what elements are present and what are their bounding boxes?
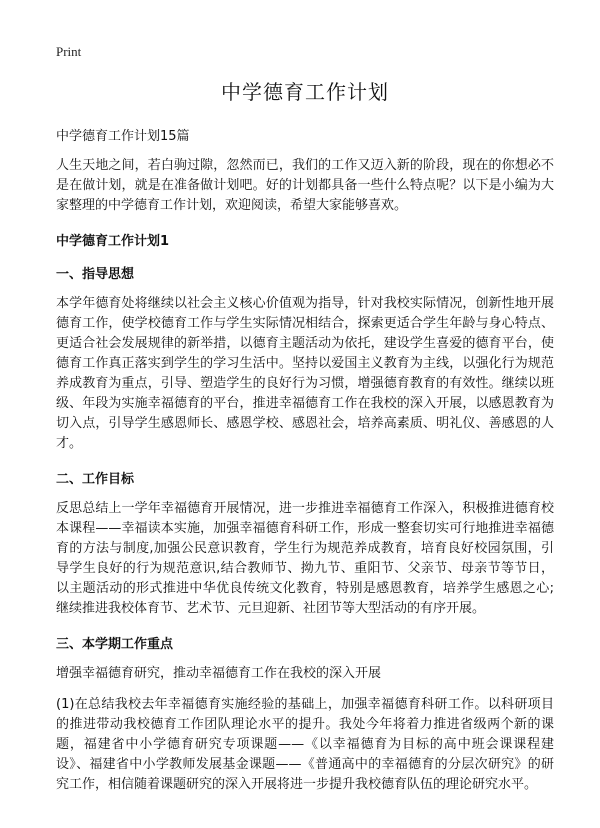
paragraph-key-work-summary: 增强幸福德育研究，推动幸福德育工作在我校的深入开展 (56, 666, 382, 681)
paragraph-guiding-ideology: 本学年德育处将继续以社会主义核心价值观为指导，针对我校实际情况，创新性地开展德育工作，使学校德育工作与学生实际情况相结合，探索更适合学生年龄与身心特点、更适合社会发展规律的新举措，以德育主题活动为依托，建设学生喜爱的德育平台，使德育工作真正落实到学生的学习生活中。坚持以爱国主义教育为主线，以强化行为规范养成教育为重点，引导、塑造学生的良好行为习惯，增强德育教育的有效性。继续以班级、年段为实施幸福德育的平台，推进幸福德育工作在我校的深入开展，以感恩教育为切入点，引导学生感恩师长、感恩学校、感恩社会，培养高素质、明礼仪、善感恩的人才。 (56, 296, 554, 451)
page-title: 中学德育工作计划 (221, 80, 389, 104)
document-subtitle: 中学德育工作计划15篇 (56, 129, 190, 144)
heading-guiding-ideology: 一、指导思想 (56, 267, 135, 282)
section-title: 中学德育工作计划1 (56, 234, 170, 249)
intro-paragraph: 人生天地之间，若白驹过隙，忽然而已，我们的工作又迈入新的阶段，现在的你想必不是在做计划，就是在准备做计划吧。好的计划都具备一些什么特点呢？以下是小编为大家整理的中学德育工作计划，欢迎阅读，希望大家能够喜欢。 (56, 158, 554, 213)
print-link[interactable]: Print (56, 44, 82, 59)
heading-work-goals: 二、工作目标 (56, 472, 135, 487)
paragraph-work-goals: 反思总结上一学年幸福德育开展情况，进一步推进幸福德育工作深入，积极推进德育校本课程——幸福读本实施，加强幸福德育科研工作，形成一整套切实可行地推进幸福德育的方法与制度,加强公民意识教育，学生行为规范养成教育，培育良好校园氛围，引导学生良好的行为规范意识,结合教师节、拗九节、重阳节、父亲节、母亲节等节日，以主题活动的形式推进中华优良传统文化教育，特别是感恩教育，培养学生感恩之心;继续推进我校体育节、艺术节、元旦迎新、社团节等大型活动的有序开展。 (56, 501, 554, 616)
heading-key-work: 三、本学期工作重点 (56, 637, 174, 652)
paragraph-key-work-detail: (1)在总结我校去年幸福德育实施经验的基础上，加强幸福德育科研工作。以科研项目的推进带动我校德育工作团队理论水平的提升。我处今年将着力推进省级两个新的课题，福建省中小学德育研究专项课题——《以幸福德育为目标的高中班会课课程建设》、福建省中小学教师发展基金课题——《普通高中的幸福德育的分层次研究》的研究工作，相信随着课题研究的深入开展将进一步提升我校德育队伍的理论研究水平。 (56, 697, 554, 792)
